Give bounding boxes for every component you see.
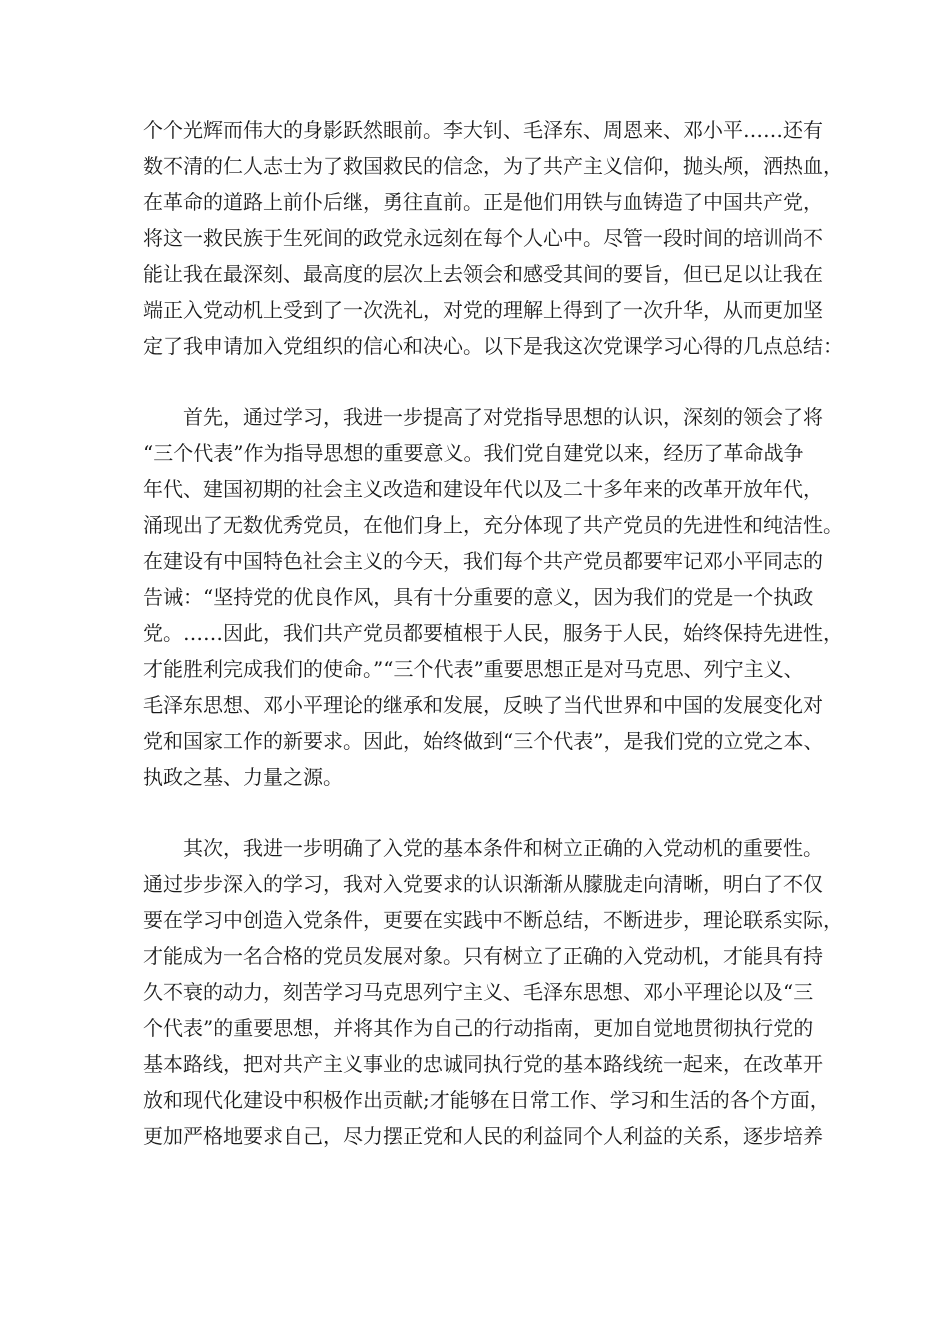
text-line: 年代、建国初期的社会主义改造和建设年代以及二十多年来的改革开放年代，	[143, 477, 823, 501]
text-line: 端正入党动机上受到了一次洗礼，对党的理解上得到了一次升华，从而更加坚	[143, 298, 823, 322]
paragraph-1	[143, 112, 843, 364]
text-line: 执政之基、力量之源。	[143, 765, 343, 789]
text-line: 基本路线，把对共产主义事业的忠诚同执行党的基本路线统一起来，在改革开	[143, 1052, 823, 1076]
text-line: 其次，我进一步明确了入党的基本条件和树立正确的入党动机的重要性。	[183, 836, 823, 860]
text-line: 定了我申请加入党组织的信心和决心。以下是我这次党课学习心得的几点总结：	[143, 334, 843, 358]
text-line: 告诫：“坚持党的优良作风，具有十分重要的意义，因为我们的党是一个执政	[143, 585, 814, 609]
text-line: 个代表”的重要思想，并将其作为自己的行动指南，更加自觉地贯彻执行党的	[143, 1016, 814, 1040]
text-line: 才能胜利完成我们的使命。”“三个代表”重要思想正是对马克思、列宁主义、	[143, 657, 804, 681]
text-line: 在建设有中国特色社会主义的今天，我们每个共产党员都要牢记邓小平同志的	[143, 549, 823, 573]
paragraph-2	[143, 399, 843, 795]
text-line: 更加严格地要求自己，尽力摆正党和人民的利益同个人利益的关系，逐步培养	[143, 1124, 823, 1148]
document-body	[143, 112, 843, 1154]
paragraph-spacer	[143, 364, 808, 399]
text-line: 毛泽东思想、邓小平理论的继承和发展，反映了当代世界和中国的发展变化对	[143, 693, 823, 717]
text-line: 个个光辉而伟大的身影跃然眼前。李大钊、毛泽东、周恩来、邓小平……还有	[143, 118, 823, 142]
text-line: 涌现出了无数优秀党员，在他们身上，充分体现了共产党员的先进性和纯洁性。	[143, 513, 843, 537]
text-line: 首先，通过学习，我进一步提高了对党指导思想的认识，深刻的领会了将	[183, 405, 823, 429]
text-line: 放和现代化建设中积极作出贡献;才能够在日常工作、学习和生活的各个方面，	[143, 1088, 830, 1112]
text-line: 在革命的道路上前仆后继，勇往直前。正是他们用铁与血铸造了中国共产党，	[143, 190, 823, 214]
text-line: 通过步步深入的学习，我对入党要求的认识渐渐从朦胧走向清晰，明白了不仅	[143, 872, 823, 896]
text-line: 数不清的仁人志士为了救国救民的信念，为了共产主义信仰，抛头颅，洒热血，	[143, 154, 843, 178]
text-line: 将这一救民族于生死间的政党永远刻在每个人心中。尽管一段时间的培训尚不	[143, 226, 823, 250]
text-line: 党和国家工作的新要求。因此，始终做到“三个代表”，是我们党的立党之本、	[143, 729, 824, 753]
text-line: 久不衰的动力，刻苦学习马克思列宁主义、毛泽东思想、邓小平理论以及“三	[143, 980, 814, 1004]
text-line: 能让我在最深刻、最高度的层次上去领会和感受其间的要旨，但已足以让我在	[143, 262, 823, 286]
text-line: 要在学习中创造入党条件，更要在实践中不断总结，不断进步，理论联系实际，	[143, 908, 843, 932]
paragraph-spacer	[143, 795, 808, 830]
text-line: “三个代表”作为指导思想的重要意义。我们党自建党以来，经历了革命战争	[143, 441, 804, 465]
paragraph-3	[143, 830, 843, 1154]
text-line: 才能成为一名合格的党员发展对象。只有树立了正确的入党动机，才能具有持	[143, 944, 823, 968]
text-line: 党。……因此，我们共产党员都要植根于人民，服务于人民，始终保持先进性，	[143, 621, 843, 645]
